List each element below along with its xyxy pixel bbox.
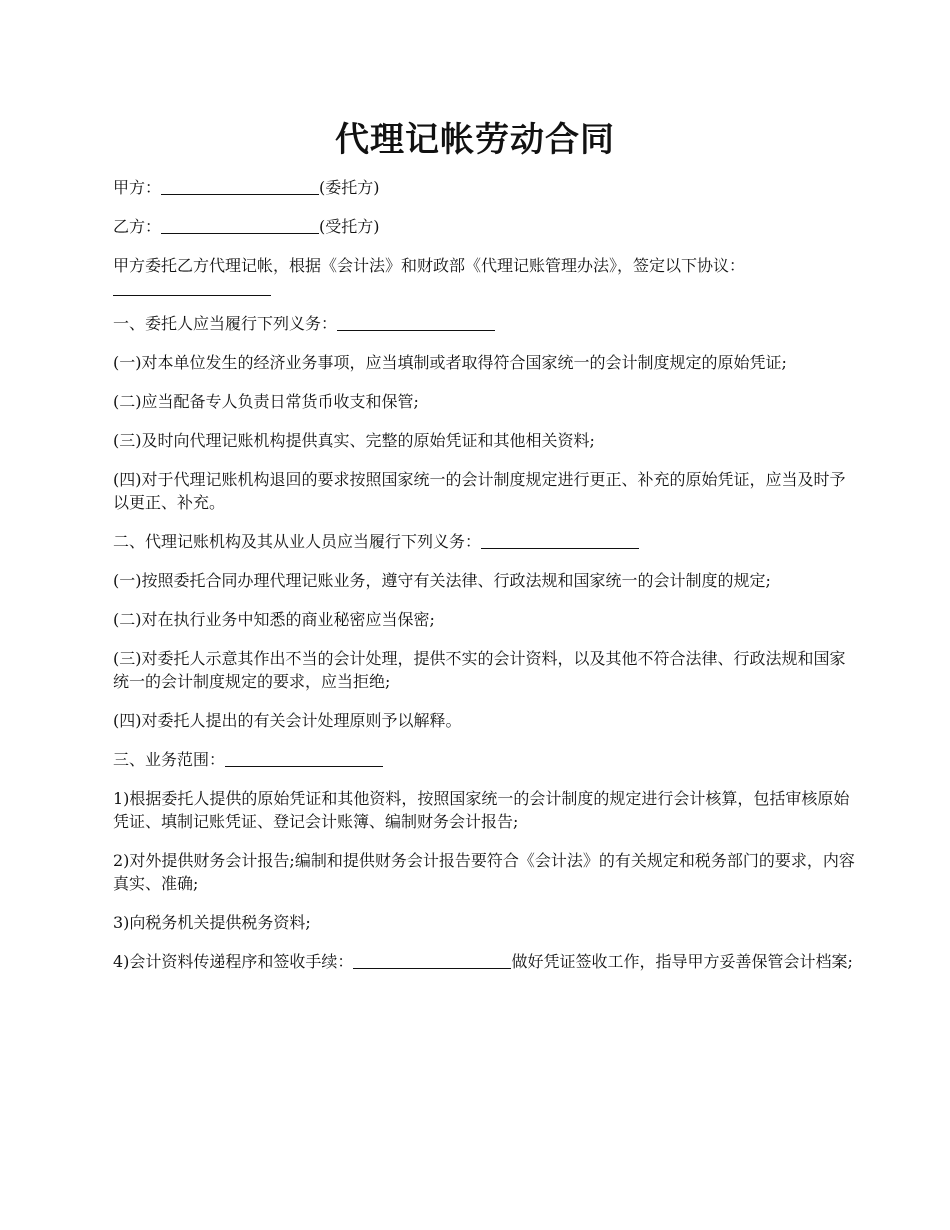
section3-blank [225,748,383,767]
party-b-line [113,215,858,238]
party-b-suffix: (受托方) [319,217,380,236]
section2-item: (四)对委托人提出的有关会计处理原则予以解释。 [113,711,462,730]
party-b-label: 乙方： [113,217,162,236]
party-a-blank [161,176,319,195]
section3-item4-prefix: 4)会计资料传递程序和签收手续： [113,952,354,971]
party-b-blank [161,215,319,234]
section1-item: (二)应当配备专人负责日常货币收支和保管; [113,392,419,411]
intro-text: 甲方委托乙方代理记帐，根据《会计法》和财政部《代理记账管理办法》，签定以下协议： [113,256,746,275]
intro-paragraph [113,254,858,296]
section1-item: (三)及时向代理记账机构提供真实、完整的原始凭证和其他相关资料; [113,431,595,450]
section1-heading [113,312,858,335]
section3-item4-blank [353,950,511,969]
section2-item: (三)对委托人示意其作出不当的会计处理，提供不实的会计资料，以及其他不符合法律、行政法规和国家统一的会计制度规定的要求，应当拒绝; [113,649,846,691]
party-a-label: 甲方： [113,178,162,197]
section1-heading-text: 一、委托人应当履行下列义务： [113,314,338,333]
section2-heading [113,530,858,553]
section2-item: (一)按照委托合同办理代理记账业务，遵守有关法律、行政法规和国家统一的会计制度的规定; [113,571,771,590]
section3-item4-suffix: 做好凭证签收工作，指导甲方妥善保管会计档案; [511,952,853,971]
section1-blank [337,312,495,331]
section3-item: 1)根据委托人提供的原始凭证和其他资料，按照国家统一的会计制度的规定进行会计核算，包括审核原始凭证、填制记账凭证、登记会计账簿、编制财务会计报告; [113,789,850,831]
section3-item: 3)向税务机关提供税务资料; [113,913,311,932]
section3-item-4 [113,950,858,973]
party-a-line [113,176,858,199]
section3-heading [113,748,858,771]
section1-item: (一)对本单位发生的经济业务事项，应当填制或者取得符合国家统一的会计制度规定的原始凭证; [113,353,787,372]
intro-blank [113,277,271,296]
section2-item: (二)对在执行业务中知悉的商业秘密应当保密; [113,610,435,629]
section1-item: (四)对于代理记账机构退回的要求按照国家统一的会计制度规定进行更正、补充的原始凭证，应当及时予以更正、补充。 [113,470,846,512]
document-title: 代理记帐劳动合同 [335,120,615,160]
section2-blank [481,530,639,549]
section3-item: 2)对外提供财务会计报告;编制和提供财务会计报告要符合《会计法》的有关规定和税务部门的要求，内容真实、准确; [113,851,855,893]
section2-heading-text: 二、代理记账机构及其从业人员应当履行下列义务： [113,532,482,551]
party-a-suffix: (委托方) [319,178,380,197]
section3-heading-text: 三、业务范围： [113,750,226,769]
document-body [113,176,858,989]
